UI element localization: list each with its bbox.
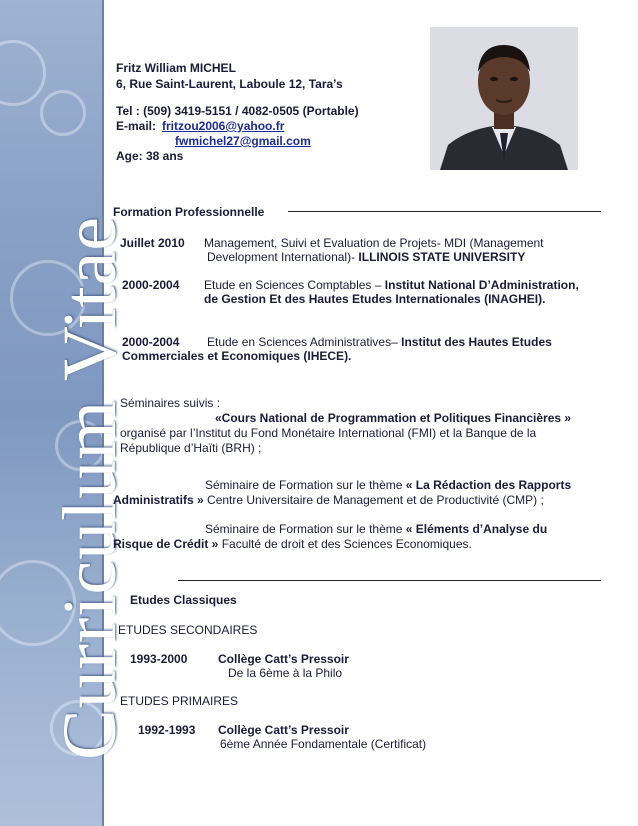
formation-heading: Formation Professionnelle <box>113 205 265 219</box>
seminaire-line: Risque de Crédit » Faculté de droit et des Sciences Economiques. <box>113 537 472 551</box>
telephone: Tel : (509) 3419-5151 / 4082-0505 (Portable) <box>116 104 359 118</box>
seminaire-title: «Cours National de Programmation et Politiques Financières » <box>215 411 572 425</box>
formation-date: 2000-2004 <box>122 278 180 292</box>
seminaire-line: organisé par l’Institut du Fond Monétaire International (FMI) et la Banque de la <box>120 426 537 440</box>
email-link-2[interactable]: fwmichel27@gmail.com <box>175 134 311 148</box>
etudes-detail: 6ème Année Fondamentale (Certificat) <box>220 737 427 751</box>
formation-date: 2000-2004 <box>122 335 180 349</box>
seminaire-line: République d’Haïti (BRH) ; <box>120 441 262 455</box>
address: 6, Rue Saint-Laurent, Laboule 12, Tara’s <box>116 77 343 91</box>
etudes-heading: Etudes Classiques <box>130 593 237 607</box>
age: Age: 38 ans <box>116 149 184 163</box>
sidebar-title: Curriculum Vitae <box>48 215 132 760</box>
email-link-1[interactable]: fritzou2006@yahoo.fr <box>162 119 285 133</box>
formation-date: Juillet 2010 <box>120 236 185 250</box>
seminaires-heading: Séminaires suivis : <box>120 396 221 410</box>
swirl-ornament <box>0 40 46 106</box>
profile-photo <box>430 27 578 170</box>
swirl-ornament <box>40 90 86 136</box>
etudes-date: 1992-1993 <box>138 723 196 737</box>
formation-line: de Gestion Et des Hautes Etudes Internationales (INAGHEI). <box>204 292 546 306</box>
formation-line: Commerciales et Economiques (IHECE). <box>122 349 352 363</box>
etudes-detail: De la 6ème à la Philo <box>228 666 343 680</box>
section-divider <box>178 580 601 581</box>
etudes-secondaires-label: ETUDES SECONDAIRES <box>118 623 258 637</box>
formation-line: Management, Suivi et Evaluation de Projets- MDI (Management <box>204 236 544 250</box>
candidate-name: Fritz William MICHEL <box>116 61 236 75</box>
etudes-date: 1993-2000 <box>130 652 188 666</box>
section-divider <box>288 211 601 212</box>
formation-line: Etude en Sciences Comptables – Institut National D’Administration, <box>204 278 579 292</box>
formation-line: Etude en Sciences Administratives– Institut des Hautes Etudes <box>207 335 552 349</box>
etudes-school: Collège Catt’s Pressoir <box>218 723 349 737</box>
etudes-school: Collège Catt’s Pressoir <box>218 652 349 666</box>
seminaire-line: Séminaire de Formation sur le thème « Eléments d’Analyse du <box>205 522 548 536</box>
formation-line: Development International)- ILLINOIS STATE UNIVERSITY <box>207 250 526 264</box>
email-label: E-mail: <box>116 119 157 133</box>
etudes-primaires-label: ETUDES PRIMAIRES <box>120 694 239 708</box>
person-portrait-icon <box>430 27 578 170</box>
seminaire-line: Administratifs » Centre Universitaire de Management et de Productivité (CMP) ; <box>113 493 544 507</box>
seminaire-line: Séminaire de Formation sur le thème « La Rédaction des Rapports <box>205 478 572 492</box>
sidebar-decoration <box>0 0 132 826</box>
